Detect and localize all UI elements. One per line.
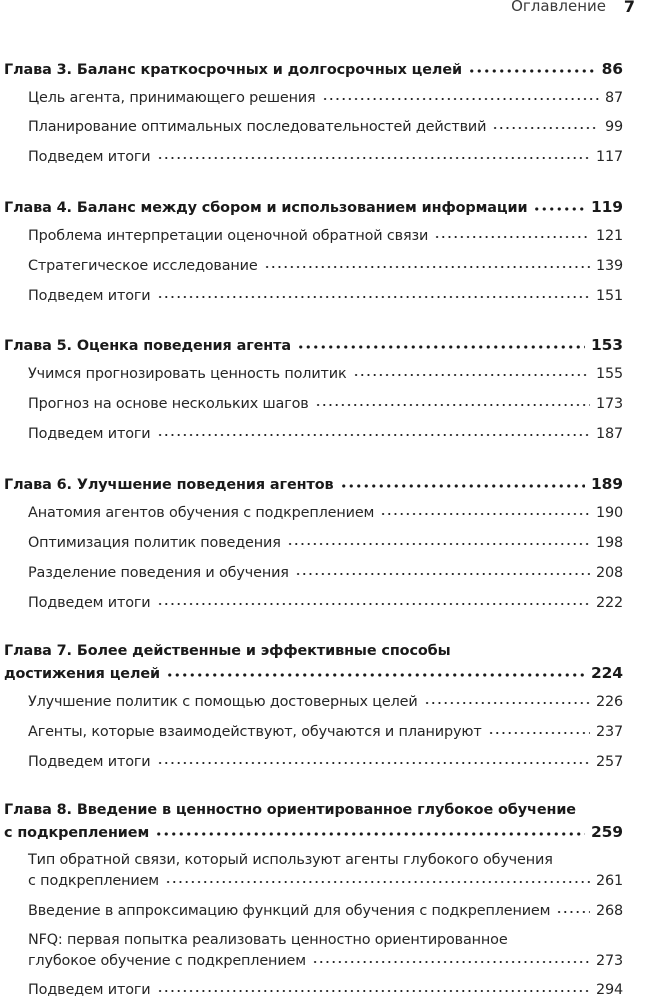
entry-title: Учимся прогнозировать ценность политик [28, 366, 347, 382]
toc-entry[interactable] [28, 565, 623, 581]
toc-entry[interactable] [28, 396, 623, 412]
entry-title: Стратегическое исследование [28, 258, 258, 274]
entry-title: Проблема интерпретации оценочной обратной связи [28, 228, 429, 244]
chapter-title: с подкреплением [4, 825, 150, 841]
dot-leader [157, 156, 590, 160]
dot-leader [380, 512, 590, 516]
chapter-page: 189 [590, 475, 623, 493]
entry-title: глубокое обучение с подкреплением [28, 953, 306, 969]
dot-leader [492, 126, 599, 130]
entry-title: с подкреплением [28, 873, 160, 889]
entry-title: Подведем итоги [28, 595, 151, 611]
entry-page: 273 [595, 953, 623, 969]
entry-page: 155 [595, 366, 623, 382]
dot-leader [157, 989, 590, 993]
dot-leader [157, 602, 590, 606]
entry-page: 222 [595, 595, 623, 611]
toc-chapter-3[interactable] [4, 60, 623, 78]
entry-page: 261 [595, 873, 623, 889]
dot-leader [157, 433, 590, 437]
entry-page: 237 [595, 724, 623, 740]
toc-entry[interactable] [28, 903, 623, 919]
entry-title: Подведем итоги [28, 149, 151, 165]
entry-page: 294 [595, 982, 623, 998]
entry-title: Цель агента, принимающего решения [28, 90, 316, 106]
dot-leader [340, 484, 585, 488]
chapter-title-line1: Глава 8. Введение в ценностно ориентированное глубокое обучение [4, 802, 576, 818]
dot-leader [166, 673, 585, 677]
dot-leader [322, 97, 599, 101]
entry-title: Оптимизация политик поведения [28, 535, 281, 551]
toc-entry[interactable] [28, 258, 623, 274]
entry-title: Анатомия агентов обучения с подкреплением [28, 505, 375, 521]
chapter-title: Глава 5. Оценка поведения агента [4, 338, 291, 354]
entry-title-line1: NFQ: первая попытка реализовать ценностно ориентированное [28, 932, 508, 948]
entry-title: Подведем итоги [28, 288, 151, 304]
toc-entry[interactable] [28, 90, 623, 106]
toc-chapter-5[interactable] [4, 336, 623, 354]
dot-leader [297, 345, 585, 349]
chapter-title: Глава 4. Баланс между сбором и использованием информации [4, 200, 528, 216]
dot-leader [424, 701, 590, 705]
toc-entry[interactable] [28, 149, 623, 165]
chapter-page: 259 [590, 823, 623, 841]
entry-page: 121 [595, 228, 623, 244]
entry-page: 198 [595, 535, 623, 551]
dot-leader [157, 761, 590, 765]
chapter-title-line1: Глава 7. Более действенные и эффективные способы [4, 643, 451, 659]
toc-entry[interactable] [28, 426, 623, 442]
chapter-page: 224 [590, 664, 623, 682]
chapter-page: 86 [601, 60, 623, 78]
toc-entry[interactable] [28, 505, 623, 521]
entry-title: Подведем итоги [28, 426, 151, 442]
dot-leader [157, 295, 590, 299]
toc-entry[interactable] [28, 873, 623, 889]
entry-page: 268 [595, 903, 623, 919]
dot-leader [468, 69, 596, 73]
entry-title: Прогноз на основе нескольких шагов [28, 396, 309, 412]
toc-chapter-7[interactable] [4, 664, 623, 682]
entry-page: 173 [595, 396, 623, 412]
entry-page: 226 [595, 694, 623, 710]
dot-leader [488, 731, 590, 735]
toc-entry[interactable] [28, 119, 623, 135]
entry-title: Улучшение политик с помощью достоверных целей [28, 694, 418, 710]
toc-entry[interactable] [28, 595, 623, 611]
toc-entry[interactable] [28, 228, 623, 244]
entry-page: 151 [595, 288, 623, 304]
chapter-page: 119 [590, 198, 623, 216]
toc-entry[interactable] [28, 953, 623, 969]
dot-leader [312, 960, 590, 964]
entry-title: Введение в аппроксимацию функций для обучения с подкреплением [28, 903, 551, 919]
dot-leader [353, 373, 590, 377]
dot-leader [165, 880, 590, 884]
chapter-title: Глава 3. Баланс краткосрочных и долгосрочных целей [4, 62, 462, 78]
entry-page: 208 [595, 565, 623, 581]
entry-page: 257 [595, 754, 623, 770]
page-number: 7 [623, 0, 635, 16]
dot-leader [315, 403, 590, 407]
entry-page: 187 [595, 426, 623, 442]
toc-chapter-6[interactable] [4, 475, 623, 493]
entry-title: Планирование оптимальных последовательностей действий [28, 119, 487, 135]
chapter-page: 153 [590, 336, 623, 354]
dot-leader [556, 910, 590, 914]
dot-leader [295, 572, 590, 576]
entry-page: 99 [604, 119, 623, 135]
dot-leader [155, 832, 585, 836]
entry-page: 117 [595, 149, 623, 165]
dot-leader [533, 207, 585, 211]
entry-title: Подведем итоги [28, 982, 151, 998]
chapter-title: Глава 6. Улучшение поведения агентов [4, 477, 334, 493]
entry-title-line1: Тип обратной связи, который используют агенты глубокого обучения [28, 852, 553, 868]
toc-chapter-4[interactable] [4, 198, 623, 216]
entry-title: Агенты, которые взаимодействуют, обучаются и планируют [28, 724, 482, 740]
chapter-title: достижения целей [4, 666, 161, 682]
entry-page: 87 [604, 90, 623, 106]
entry-page: 190 [595, 505, 623, 521]
toc-entry[interactable] [28, 724, 623, 740]
dot-leader [287, 542, 590, 546]
toc-entry[interactable] [28, 982, 623, 998]
entry-title: Разделение поведения и обучения [28, 565, 289, 581]
toc-entry[interactable] [28, 694, 623, 710]
dot-leader [264, 265, 590, 269]
toc-chapter-8[interactable] [4, 823, 623, 841]
running-header [0, 0, 650, 20]
toc-entry[interactable] [28, 535, 623, 551]
section-title: Оглавление [511, 0, 606, 15]
toc-entry[interactable] [28, 288, 623, 304]
toc-entry[interactable] [28, 366, 623, 382]
entry-page: 139 [595, 258, 623, 274]
dot-leader [434, 235, 590, 239]
toc-entry[interactable] [28, 754, 623, 770]
entry-title: Подведем итоги [28, 754, 151, 770]
